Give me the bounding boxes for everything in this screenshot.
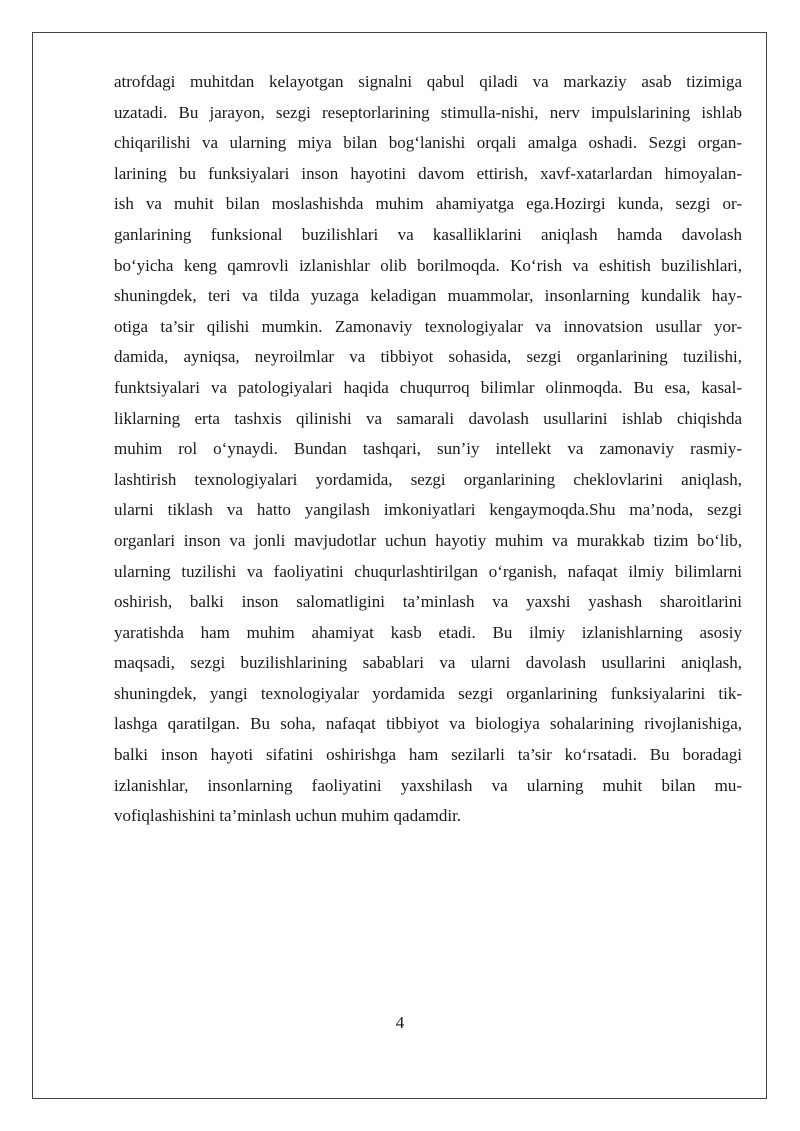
text-line: izlanishlar, insonlarning faoliyatini yaxshilash va ularning muhit bilan mu- [114,775,742,795]
text-line: yaratishda ham muhim ahamiyat kasb etadi. Bu ilmiy izlanishlarning asosiy [114,622,742,642]
text-line: atrofdagi muhitdan kelayotgan signalni qabul qiladi va markaziy asab tizimiga [114,72,742,91]
text-line: balki inson hayoti sifatini oshirishga ham sezilarli ta’sir ko‘rsatadi. Bu boradagi [114,745,742,765]
text-line: muhim rol o‘ynaydi. Bundan tashqari, sun’iy intellekt va zamonaviy rasmiy- [114,439,742,459]
page-number: 4 [395,1013,405,1032]
text-line: uzatadi. Bu jarayon, sezgi reseptorlarining stimulla-nishi, nerv impulslarining ishlab [114,102,742,122]
text-line: funktsiyalari va patologiyalari haqida chuqurroq bilimlar olinmoqda. Bu esa, kasal- [114,377,742,397]
text-line: shuningdek, yangi texnologiyalar yordamida sezgi organlarining funksiyalarini tik- [114,683,742,703]
text-line: chiqarilishi va ularning miya bilan bog‘lanishi orqali amalga oshadi. Sezgi organ- [114,133,742,153]
text-line: ish va muhit bilan moslashishda muhim ahamiyatga ega.Hozirgi kunda, sezgi or- [114,194,742,214]
text-line: shuningdek, teri va tilda yuzaga keladigan muammolar, insonlarning kundalik hay- [114,286,742,306]
text-line: liklarning erta tashxis qilinishi va samarali davolash usullarini ishlab chiqishda [114,408,742,428]
text-line: otiga ta’sir qilishi mumkin. Zamonaviy texnologiyalar va innovatsion usullar yor- [114,316,742,336]
body-paragraph [114,67,742,832]
text-line: lashtirish texnologiyalari yordamida, sezgi organlarining cheklovlarini aniqlash, [114,469,742,489]
text-line-last: vofiqlashishini ta’minlash uchun muhim qadamdir. [114,806,462,826]
text-line: organlari inson va jonli mavjudotlar uchun hayotiy muhim va murakkab tizim bo‘lib, [114,530,742,550]
text-line: maqsadi, sezgi buzilishlarining sabablari va ularni davolash usullarini aniqlash, [114,653,742,673]
text-line: ganlarining funksional buzilishlari va kasalliklarini aniqlash hamda davolash [114,224,742,244]
text-line: damida, ayniqsa, neyroilmlar va tibbiyot sohasida, sezgi organlarining tuzilishi, [114,347,742,367]
text-line: lashga qaratilgan. Bu soha, nafaqat tibbiyot va biologiya sohalarining rivojlanishiga, [114,714,742,734]
text-line: ularning tuzilishi va faoliyatini chuqurlashtirilgan o‘rganish, nafaqat ilmiy bilimlarni [114,561,742,581]
text-line: larining bu funksiyalari inson hayotini davom ettirish, xavf-xatarlardan himoyalan- [114,163,742,183]
text-line: oshirish, balki inson salomatligini ta’minlash va yaxshi yashash sharoitlarini [114,592,742,612]
text-line: ularni tiklash va hatto yangilash imkoniyatlari kengaymoqda.Shu ma’noda, sezgi [114,500,742,520]
text-line: bo‘yicha keng qamrovli izlanishlar olib borilmoqda. Ko‘rish va eshitish buzilishlari, [114,255,742,275]
